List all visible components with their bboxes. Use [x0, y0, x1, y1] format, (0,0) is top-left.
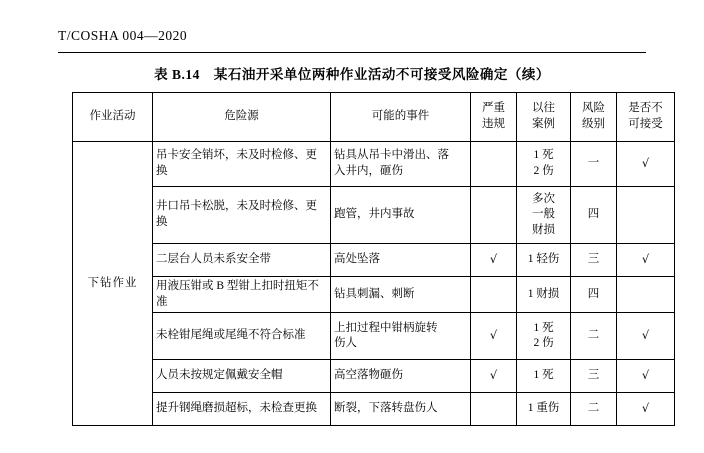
event-cell: 钻具刺漏、刺断 [331, 277, 471, 313]
acceptance-cell: √ [617, 142, 675, 187]
table-row [73, 187, 675, 244]
standard-code-header: T/COSHA 004—2020 [58, 28, 188, 43]
event-cell [331, 313, 471, 360]
header-hazard: 危险源 [153, 93, 331, 142]
case-line3: 财损 [532, 223, 555, 236]
hazard-cell: 吊卡安全销坏，未及时检修、更换 [153, 142, 331, 187]
level-cell: 三 [571, 244, 617, 277]
case-line1: 多次 [532, 192, 555, 205]
event-cell: 高处坠落 [331, 244, 471, 277]
case-cell: 1 财损 [517, 277, 571, 313]
violation-cell [471, 393, 517, 426]
header-violation-line1: 严重 [482, 102, 505, 115]
case-line2: 2 伤 [533, 165, 554, 177]
table-row [73, 313, 675, 360]
event-cell: 断裂，下落转盘伤人 [331, 393, 471, 426]
level-cell: 二 [571, 313, 617, 360]
header-divider-rule [58, 52, 646, 53]
event-cell: 跑管，井内事故 [331, 187, 471, 244]
case-cell [517, 142, 571, 187]
header-violation-line2: 违规 [482, 118, 505, 130]
violation-cell: √ [471, 360, 517, 393]
acceptance-cell [617, 277, 675, 313]
event-cell: 高空落物砸伤 [331, 360, 471, 393]
table-row [73, 142, 675, 187]
case-cell [517, 313, 571, 360]
header-activity: 作业活动 [73, 93, 153, 142]
header-acceptance [617, 93, 675, 142]
hazard-cell: 井口吊卡松脱，未及时检修、更换 [153, 187, 331, 244]
level-cell: 四 [571, 277, 617, 313]
event-line2: 入井内，砸伤 [334, 165, 403, 177]
violation-cell: √ [471, 313, 517, 360]
event-line1: 钻具从吊卡中滑出、落 [334, 149, 449, 162]
hazard-cell: 提升钢绳磨损超标，未检查更换 [153, 393, 331, 426]
event-cell [331, 142, 471, 187]
acceptance-cell: √ [617, 360, 675, 393]
table-row [73, 393, 675, 426]
header-case-line1: 以往 [532, 102, 555, 115]
header-level-line2: 级别 [582, 118, 605, 130]
violation-cell [471, 187, 517, 244]
level-cell: 二 [571, 393, 617, 426]
case-cell: 1 重伤 [517, 393, 571, 426]
table-caption: 表 B.14 某石油开采单位两种作业活动不可接受风险确定（续） [154, 67, 550, 82]
case-cell: 1 死 [517, 360, 571, 393]
case-line2: 2 伤 [533, 337, 554, 350]
hazard-cell: 未栓钳尾绳或尾绳不符合标准 [153, 313, 331, 360]
header-acceptance-line1: 是否不 [628, 102, 663, 115]
level-cell: 三 [571, 360, 617, 393]
case-line2: 一般 [532, 208, 555, 221]
case-line1: 1 死 [533, 321, 554, 334]
header-case [517, 93, 571, 142]
violation-cell: √ [471, 244, 517, 277]
hazard-cell: 用液压钳或 B 型钳上扣时扭矩不准 [153, 277, 331, 313]
table-row [73, 277, 675, 313]
case-line1: 1 死 [533, 149, 554, 162]
case-cell: 1 轻伤 [517, 244, 571, 277]
case-cell [517, 187, 571, 244]
acceptance-cell [617, 187, 675, 244]
event-line2: 伤人 [334, 337, 357, 350]
acceptance-cell: √ [617, 393, 675, 426]
header-level-line1: 风险 [582, 102, 605, 115]
table-row [73, 244, 675, 277]
table-row [73, 360, 675, 393]
activity-cell: 下钻作业 [73, 142, 153, 426]
violation-cell [471, 277, 517, 313]
table-header-row [73, 93, 675, 142]
risk-determination-table [72, 92, 675, 426]
header-case-line2: 案例 [532, 118, 555, 130]
header-violation [471, 93, 517, 142]
level-cell: 一 [571, 142, 617, 187]
header-acceptance-line2: 可接受 [628, 118, 663, 130]
acceptance-cell: √ [617, 244, 675, 277]
header-level [571, 93, 617, 142]
acceptance-cell: √ [617, 313, 675, 360]
hazard-cell: 二层台人员未系安全带 [153, 244, 331, 277]
violation-cell [471, 142, 517, 187]
level-cell: 四 [571, 187, 617, 244]
event-line1: 上扣过程中钳柄旋转 [334, 321, 438, 334]
header-event: 可能的事件 [331, 93, 471, 142]
hazard-cell: 人员未按规定佩戴安全帽 [153, 360, 331, 393]
